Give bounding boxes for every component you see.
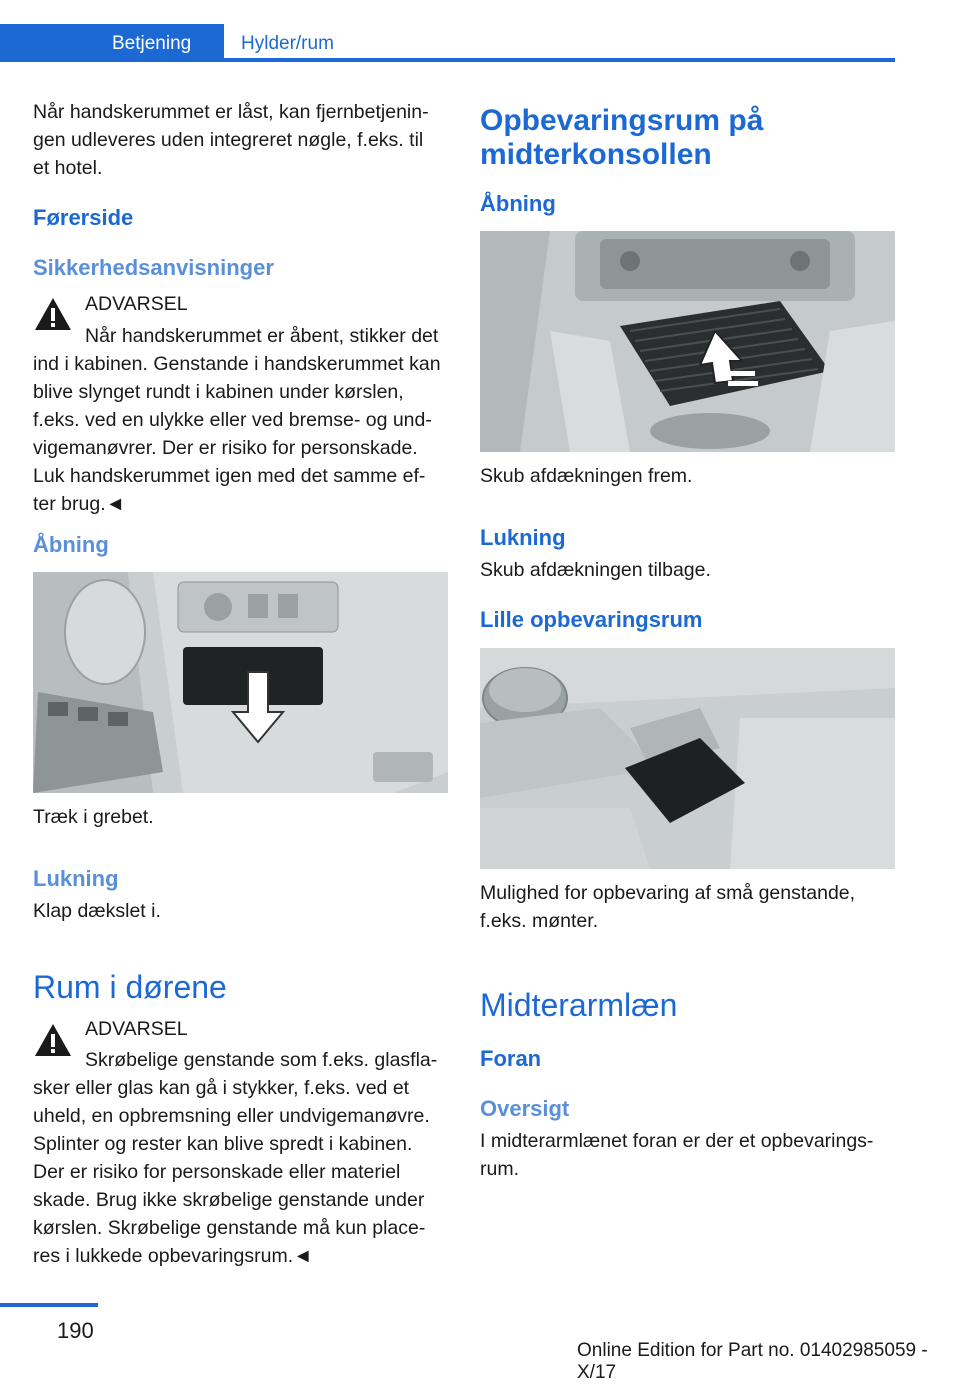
caption-pull-handle: Træk i grebet.	[33, 806, 154, 828]
warning-title: ADVARSEL	[85, 293, 188, 315]
glovebox-handle-photo	[33, 572, 448, 793]
heading-small-storage: Lille opbevaringsrum	[480, 607, 703, 632]
closing-text: Klap dækslet i.	[33, 900, 161, 922]
small-storage-text: Mulighed for opbevaring af små genstande, f.eks. mønter.	[480, 882, 856, 932]
closing-text: Skub afdækningen tilbage.	[480, 559, 711, 581]
warning-text-block: ind i kabinen. Genstande i handskerummet kan blive slynget rundt i kabinen under kørslen, f.eks. ved en ulykke eller ved bremse- og und- vigemanøvrer. Der er risiko for personskade. Luk handskerummet igen med det samme ef- ter brug.◄	[33, 353, 441, 515]
heading-opening: Åbning	[480, 191, 556, 216]
footer-rule	[0, 1303, 98, 1307]
header-rule	[224, 58, 895, 62]
heading-driver-side: Førerside	[33, 205, 134, 230]
heading-center-armrest: Midterarmlæn	[480, 987, 678, 1023]
heading-closing: Lukning	[480, 525, 566, 550]
page-number: 190	[57, 1318, 94, 1343]
overview-text: I midterarmlænet foran er der et opbevarings- rum.	[480, 1130, 874, 1180]
warning-title: ADVARSEL	[85, 1018, 188, 1040]
warning-text: Skrøbelige genstande som f.eks. glasfla-	[85, 1049, 438, 1071]
tab-betjening-label: Betjening	[112, 33, 192, 54]
warning-text-block: sker eller glas kan gå i stykker, f.eks. ved et uheld, en opbremsning eller undvigemanøvre. Splinter og rester kan blive spredt i kabinen. Der er risiko for personskade eller materiel skade. Brug ikke skrøbelige genstande under kørslen. Skrøbelige genstande må kun place- res i lukkede opbevaringsrum.◄	[33, 1077, 430, 1267]
intro-paragraph: Når handskerummet er låst, kan fjernbetjenin- gen udleveres uden integreret nøgle, f.eks. til et hotel.	[33, 101, 429, 179]
heading-closing: Lukning	[33, 866, 119, 891]
console-cover-photo	[480, 231, 895, 452]
warning-icon	[33, 296, 73, 332]
caption-push-cover: Skub afdækningen frem.	[480, 465, 693, 487]
heading-opening: Åbning	[33, 532, 109, 557]
tab-hylder-rum[interactable]: Hylder/rum	[241, 33, 334, 54]
heading-door-compartments: Rum i dørene	[33, 969, 227, 1005]
warning-text: Når handskerummet er åbent, stikker det	[85, 325, 439, 347]
warning-icon	[33, 1022, 73, 1058]
tab-betjening[interactable]	[0, 24, 224, 62]
heading-console-storage: Opbevaringsrum på midterkonsollen	[480, 104, 764, 171]
small-storage-photo	[480, 648, 895, 869]
heading-front: Foran	[480, 1046, 542, 1071]
header-tabs	[0, 24, 895, 62]
edition-note: Online Edition for Part no. 01402985059 - X/17	[577, 1340, 928, 1383]
heading-safety: Sikkerhedsanvisninger	[33, 255, 274, 280]
heading-overview: Oversigt	[480, 1096, 570, 1121]
